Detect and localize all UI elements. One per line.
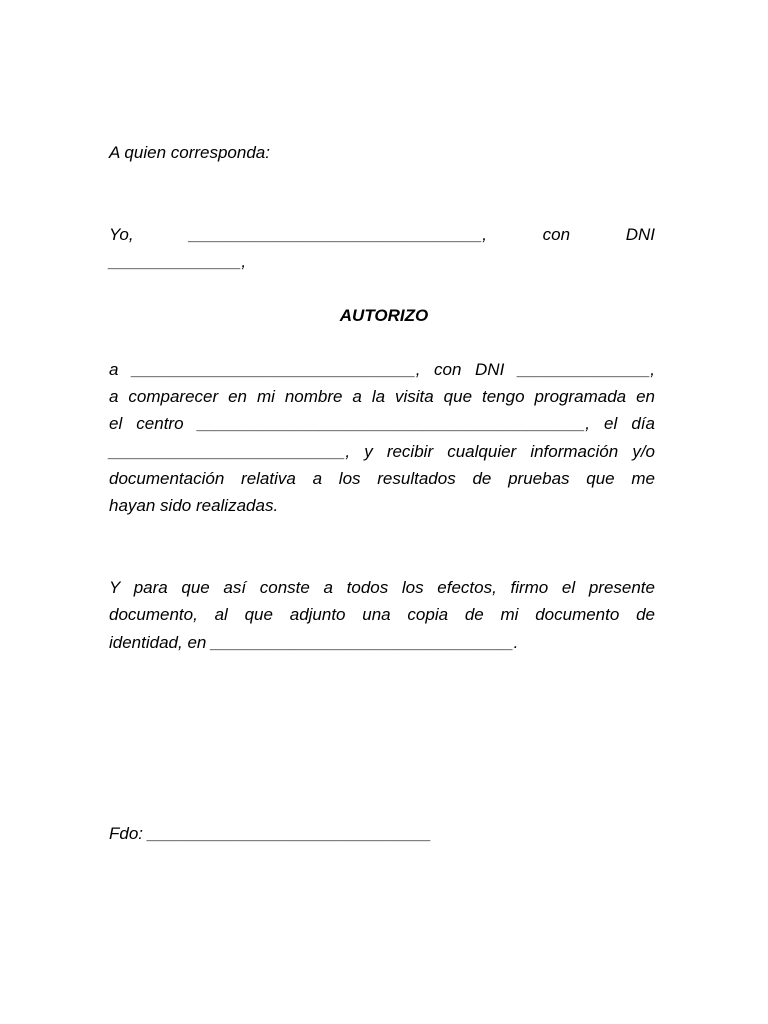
body-line-4: _________________________, y recibir cualquier información y/o	[109, 442, 655, 461]
heading: AUTORIZO	[339, 306, 429, 325]
body-line-2: a comparecer en mi nombre a la visita que tengo programada en	[109, 387, 655, 406]
signature-line: Fdo: ______________________________	[109, 824, 432, 843]
body-line-6: hayan sido realizadas.	[109, 496, 279, 515]
closing-line-2: documento, al que adjunto una copia de mi documento de	[109, 605, 655, 624]
intro-line-2: ______________,	[109, 252, 247, 271]
body-line-1: a ______________________________, con DNI ______________,	[109, 360, 655, 379]
body-line-5: documentación relativa a los resultados de pruebas que me	[109, 469, 655, 488]
body-line-3: el centro _________________________________________, el día	[109, 414, 655, 433]
intro-line-1: Yo, _______________________________, con DNI	[109, 225, 655, 244]
salutation: A quien corresponda:	[109, 143, 270, 162]
closing-line-1: Y para que así conste a todos los efectos, firmo el presente	[109, 578, 655, 597]
closing-line-3: identidad, en ________________________________.	[109, 633, 519, 652]
